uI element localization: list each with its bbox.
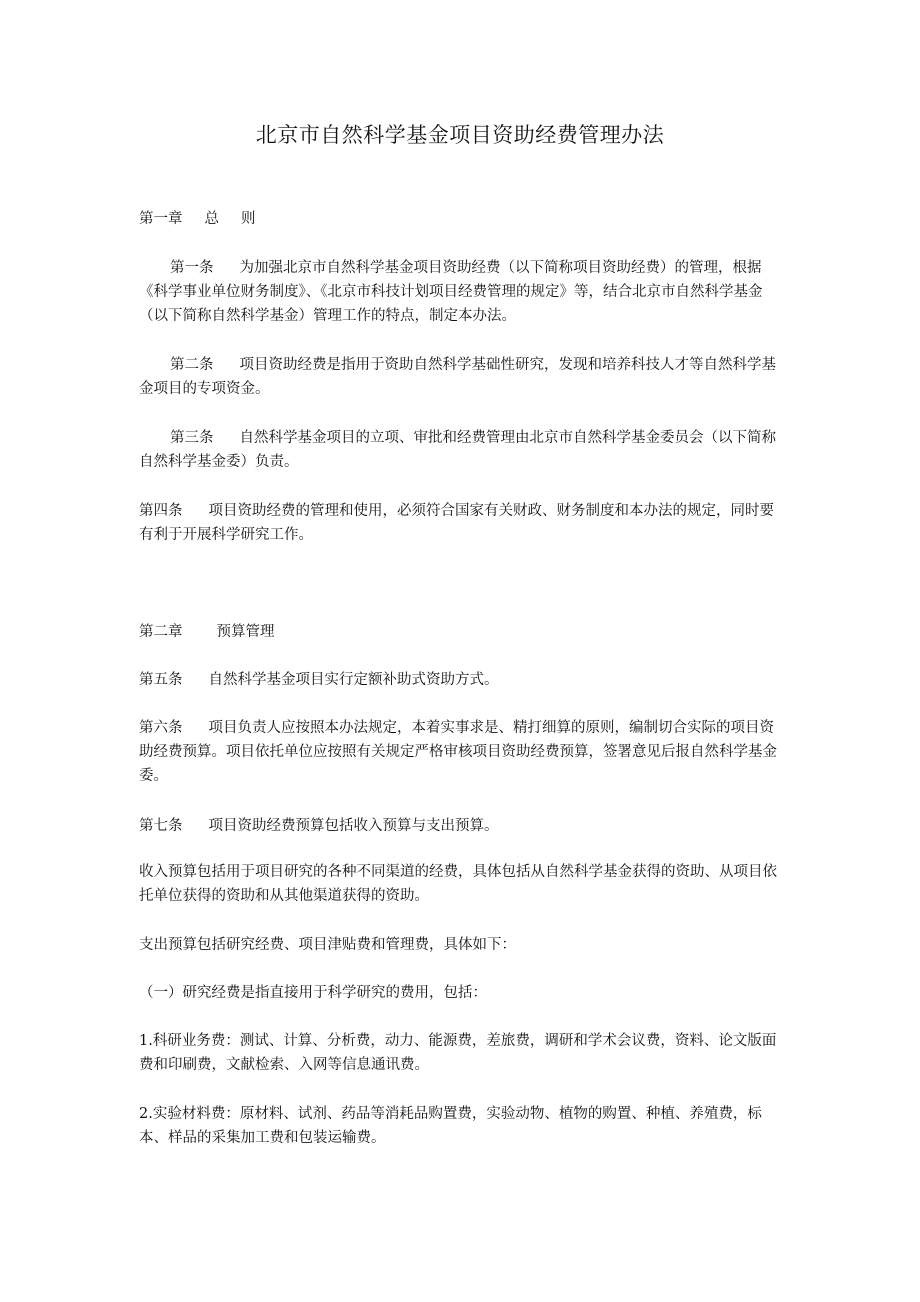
experiment-material-fee-item: 2.实验材料费：原材料、试剂、药品等消耗品购置费，实验动物、植物的购置、种植、养殖费，标本、样品的采集加工费和包装运输费。 [139,1106,762,1146]
chapter-1-name-part1: 总 [204,211,219,227]
income-budget-paragraph: 收入预算包括用于项目研究的各种不同渠道的经费，具体包括从自然科学基金获得的资助、从项目依托单位获得的资助和从其他渠道获得的资助。 [139,864,777,904]
expense-budget-paragraph: 支出预算包括研究经费、项目津贴费和管理费，具体如下： [139,937,516,953]
article-3-label: 第三条 [170,430,214,446]
research-business-fee-item: 1.科研业务费：测试、计算、分析费，动力、能源费，差旅费，调研和学术会议费，资料、论文版面费和印刷费，文献检索、入网等信息通讯费。 [139,1033,777,1073]
article-7-text: 项目资助经费预算包括收入预算与支出预算。 [208,818,499,834]
article-3 [139,426,784,474]
chapter-2-heading [139,620,784,644]
article-5-text: 自然科学基金项目实行定额补助式资助方式。 [208,672,499,688]
article-1-label: 第一条 [170,260,214,276]
article-7 [139,814,784,838]
article-5-label: 第五条 [139,672,183,688]
research-funds-item: （一）研究经费是指直接用于科学研究的费用，包括： [139,985,487,1001]
article-2-text: 项目资助经费是指用于资助自然科学基础性研究，发现和培养科技人才等自然科学基金项目的专项资金。 [139,357,776,397]
article-4 [139,499,784,547]
article-7-label: 第七条 [139,818,183,834]
document-title: 北京市自然科学基金项目资助经费管理办法 [255,123,665,147]
article-3-text: 自然科学基金项目的立项、审批和经费管理由北京市自然科学基金委员会（以下简称自然科学基金委）负责。 [139,430,776,470]
article-2 [139,353,784,401]
article-5 [139,668,784,692]
article-4-label: 第四条 [139,503,183,519]
article-6 [139,716,784,788]
article-4-text: 项目资助经费的管理和使用，必须符合国家有关财政、财务制度和本办法的规定，同时要有利于开展科学研究工作。 [139,503,774,543]
chapter-2-name: 预算管理 [216,624,275,640]
chapter-1-name-part2: 则 [241,211,256,227]
article-6-text: 项目负责人应按照本办法规定，本着实事求是、精打细算的原则，编制切合实际的项目资助经费预算。项目依托单位应按照有关规定严格审核项目资助经费预算，签署意见后报自然科学基金委。 [139,720,777,784]
article-2-label: 第二条 [170,357,214,373]
article-6-label: 第六条 [139,720,183,736]
article-1-text: 为加强北京市自然科学基金项目资助经费（以下简称项目资助经费）的管理，根据《科学事业单位财务制度》、《北京市科技计划项目经费管理的规定》等，结合北京市自然科学基金（以下简称自然科学基金）管理工作的特点，制定本办法。 [139,260,763,324]
chapter-2-label: 第二章 [139,624,183,640]
chapter-1-label: 第一章 [139,211,183,227]
chapter-1-heading [139,207,784,231]
article-1 [139,256,784,328]
